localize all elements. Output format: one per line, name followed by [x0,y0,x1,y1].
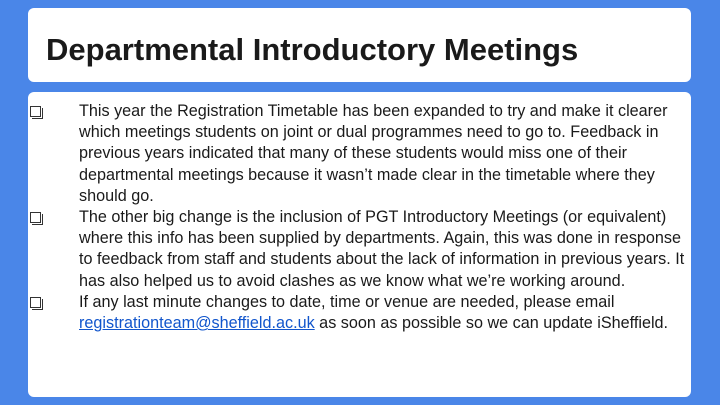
checkbox-square-icon [30,297,41,308]
content-panel [28,92,691,397]
bullet-item-2 [28,207,691,292]
bullet-item-1 [28,101,691,207]
bullet-text-1: This year the Registration Timetable has been expanded to try and make it clearer which meetings students on joint or dual programmes need to go to. Feedback in previous years indicated that many of these students would miss one of their departmental meetings because it wasn’t made clear in the timetable where they should go. [79,102,668,205]
checkbox-square-icon [30,212,41,223]
title-panel [28,8,691,82]
bullet-text-2: The other big change is the inclusion of PGT Introductory Meetings (or equivalent) where this info has been supplied by departments. Again, this was done in response to feedback from staff and students about the lack of information in previous years. It has also helped us to avoid clashes as we know what we’re working around. [79,208,685,290]
bullet-text-3-after: as soon as possible so we can update iSheffield. [314,314,669,333]
email-link[interactable]: registrationteam@sheffield.ac.uk [79,314,315,333]
checkbox-square-icon [30,106,41,117]
slide-title: Departmental Introductory Meetings [46,32,579,67]
bullet-text-3-before: If any last minute changes to date, time or venue are needed, please email [79,292,615,311]
bullet-list [28,101,691,334]
bullet-item-3 [28,292,691,334]
